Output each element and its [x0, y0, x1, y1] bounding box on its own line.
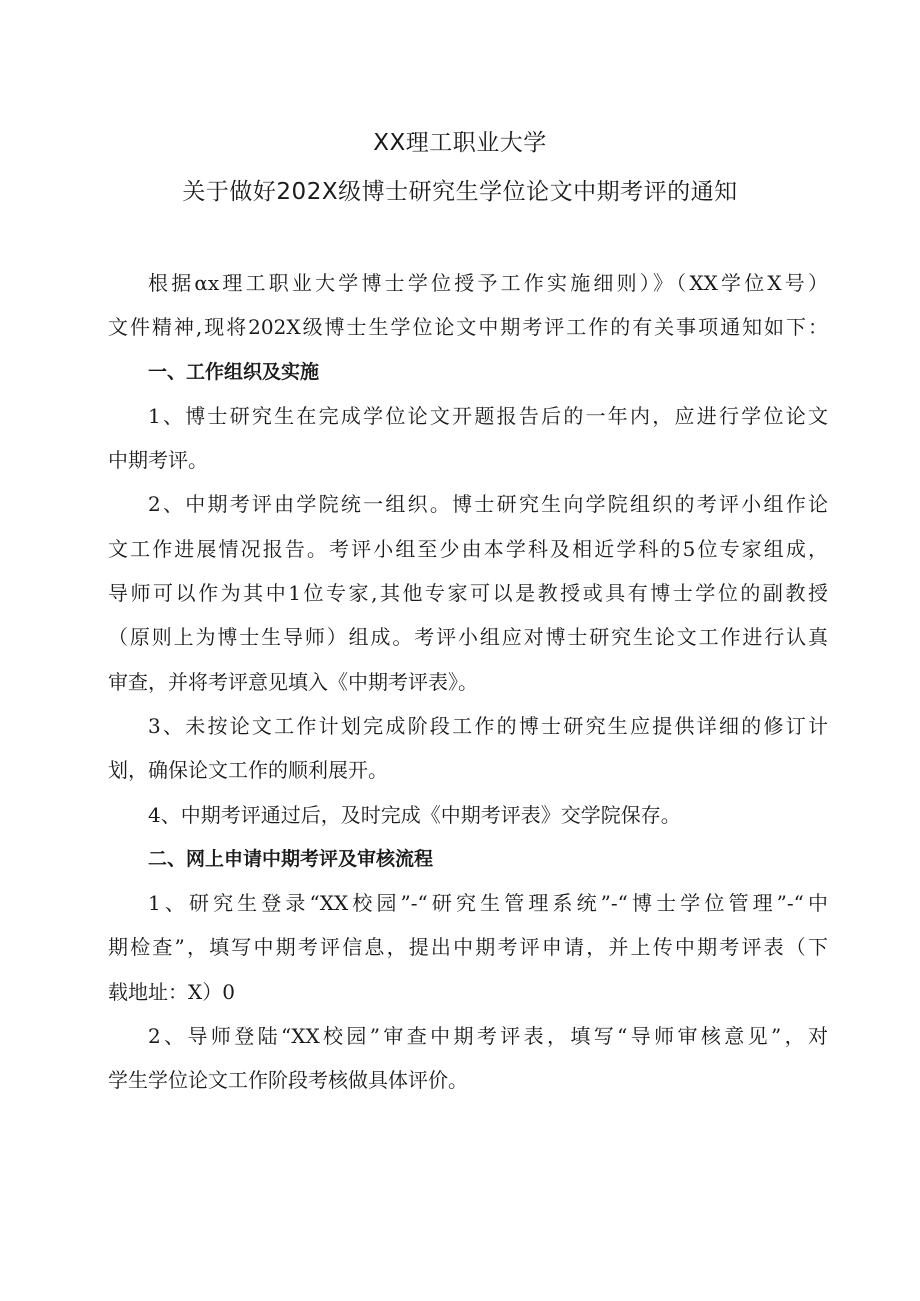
paragraph-line: 4、中期考评通过后，及时完成《中期考评表》交学院保存。 [148, 802, 681, 827]
paragraph-line: 中期考评。 [108, 448, 208, 473]
paragraph-line: 文工作进展情况报告。考评小组至少由本学科及相近学科的5位专家组成， [108, 536, 828, 561]
paragraph-line: 审查，并将考评意见填入《中期考评表》。 [108, 669, 478, 694]
paragraph-line: （原则上为博士生导师）组成。考评小组应对博士研究生论文工作进行认真 [108, 625, 828, 650]
paragraph-line: 期检查”，填写中期考评信息，提出中期考评申请，并上传中期考评表（下 [108, 935, 828, 960]
paragraph-line: 1、博士研究生在完成学位论文开题报告后的一年内，应进行学位论文 [148, 403, 828, 428]
paragraph-line: 2、导师登陆“XX校园”审查中期考评表，填写“导师审核意见”，对 [148, 1024, 828, 1049]
paragraph-line: 导师可以作为其中1位专家,其他专家可以是教授或具有博士学位的副教授 [108, 581, 828, 606]
institution-name: XX理工职业大学 [373, 130, 547, 156]
paragraph-line: 2、中期考评由学院统一组织。博士研究生向学院组织的考评小组作论 [148, 492, 828, 517]
document-title: 关于做好202X级博士研究生学位论文中期考评的通知 [182, 179, 738, 205]
section-heading: 二、网上申请中期考评及审核流程 [148, 847, 434, 870]
paragraph-line: 载地址：X）0 [108, 979, 235, 1004]
paragraph-line: 根据αx理工职业大学博士学位授予工作实施细则）》（XX学位X号） [148, 271, 828, 295]
section-heading: 一、工作组织及实施 [148, 360, 320, 383]
paragraph-line: 学生学位论文工作阶段考核做具体评价。 [108, 1068, 468, 1093]
paragraph-line: 1、研究生登录“XX校园”-“研究生管理系统”-“博士学位管理”-“中 [148, 891, 828, 916]
paragraph-line: 3、未按论文工作计划完成阶段工作的博士研究生应提供详细的修订计 [148, 713, 828, 738]
paragraph-line: 划，确保论文工作的顺利展开。 [108, 758, 388, 783]
paragraph-line: 文件精神,现将202X级博士生学位论文中期考评工作的有关事项通知如下： [108, 315, 828, 340]
document-body [108, 261, 828, 1103]
